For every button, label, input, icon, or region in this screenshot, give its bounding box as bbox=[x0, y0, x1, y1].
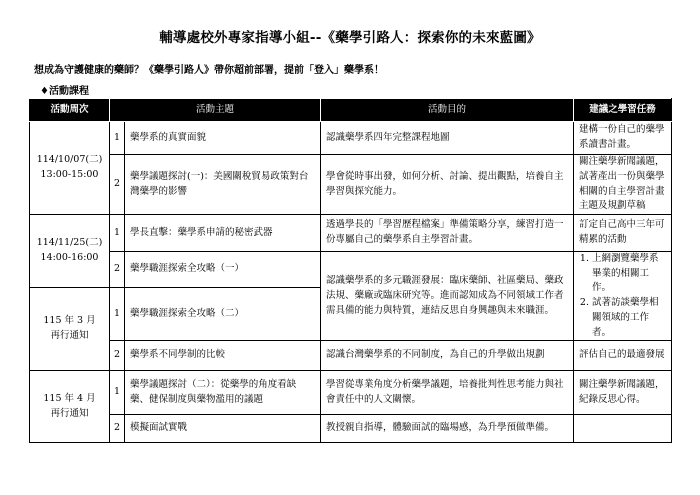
table-row bbox=[30, 341, 672, 371]
purpose-cell: 認識藥學系的多元職涯發展：臨床藥師、社區藥局、藥政法規、藥廠或臨床研究等。進而認知成為不同領域工作者需具備的能力與特質，連結反思自身興趣與未來職涯。 bbox=[321, 252, 574, 341]
row-number: 1 bbox=[110, 122, 125, 155]
row-number: 2 bbox=[110, 155, 125, 215]
date-line: 115 年 4 月 bbox=[43, 393, 96, 405]
date-cell bbox=[30, 371, 110, 443]
table-row bbox=[30, 155, 672, 215]
table-header-row bbox=[30, 99, 672, 122]
header-purpose: 活動目的 bbox=[321, 99, 574, 122]
time-line: 再行通知 bbox=[50, 330, 89, 342]
topic-cell: 模擬面試實戰 bbox=[125, 415, 321, 443]
task-cell: 關注藥學新聞議題，紀錄反思心得。 bbox=[574, 371, 672, 415]
time-line: 再行通知 bbox=[50, 407, 89, 419]
topic-cell: 藥學系不同學制的比較 bbox=[125, 341, 321, 371]
intro-text: 想成為守護健康的藥師？《藥學引路人》帶你超前部署，提前「登入」藥學系！ bbox=[34, 65, 384, 76]
row-number: 2 bbox=[110, 341, 125, 371]
date-cell bbox=[30, 288, 110, 371]
header-week: 活動周次 bbox=[30, 99, 110, 122]
row-number: 2 bbox=[110, 415, 125, 443]
time-line: 13:00-15:00 bbox=[40, 169, 99, 180]
topic-cell: 藥學議題探討(一)：美國關稅貿易政策對台灣藥學的影響 bbox=[125, 155, 321, 215]
task-cell bbox=[574, 252, 672, 341]
row-number: 1 bbox=[110, 371, 125, 415]
task-cell: 訂定自己高中三年可精累的活動 bbox=[574, 215, 672, 252]
section-label: ♦活動課程 bbox=[40, 86, 89, 97]
task-cell: 關注藥學新聞議題，試著產出一份與藥學相關的自主學習計畫主題及規劃草稿 bbox=[574, 155, 672, 215]
page-title: 輔導處校外專家指導小組--《藥學引路人：探索你的未來藍圖》 bbox=[159, 30, 541, 46]
purpose-cell: 認識藥學系四年完整課程地圖 bbox=[321, 122, 574, 155]
purpose-cell: 透過學長的「學習歷程檔案」準備策略分享，練習打造一份專屬自己的藥學系自主學習計畫。 bbox=[321, 215, 574, 252]
date-line: 115 年 3 月 bbox=[43, 315, 96, 327]
table-row bbox=[30, 252, 672, 288]
task-list-item: 2. 試著訪談藥學相關領域的工作者。 bbox=[592, 296, 666, 340]
header-task: 建議之學習任務 bbox=[574, 99, 672, 122]
topic-cell: 藥學職涯探索全攻略（一） bbox=[125, 252, 321, 288]
schedule-table bbox=[29, 98, 672, 443]
topic-cell: 藥學系的真實面貌 bbox=[125, 122, 321, 155]
task-cell bbox=[574, 415, 672, 443]
row-number: 1 bbox=[110, 288, 125, 341]
table-row bbox=[30, 415, 672, 443]
row-number: 1 bbox=[110, 215, 125, 252]
purpose-cell: 教授親自指導，體驗面試的臨場感，為升學預做準備。 bbox=[321, 415, 574, 443]
topic-cell: 藥學議題探討（二）：從藥學的角度看缺藥、健保制度與藥物濫用的議題 bbox=[125, 371, 321, 415]
date-line: 114/10/07(二) bbox=[36, 154, 103, 166]
table-row bbox=[30, 215, 672, 252]
task-list bbox=[579, 252, 666, 340]
task-cell: 建構一份自己的藥學系讀書計畫。 bbox=[574, 122, 672, 155]
task-list-item: 1. 上網瀏覽藥學系畢業的相關工作。 bbox=[592, 252, 666, 296]
date-cell bbox=[30, 122, 110, 215]
table-row bbox=[30, 371, 672, 415]
row-number: 2 bbox=[110, 252, 125, 288]
purpose-cell: 認識台灣藥學系的不同制度，為自己的升學做出規劃 bbox=[321, 341, 574, 371]
task-cell: 評估自己的最適發展 bbox=[574, 341, 672, 371]
time-line: 14:00-16:00 bbox=[40, 252, 99, 263]
topic-cell: 藥學職涯探索全攻略（二） bbox=[125, 288, 321, 341]
topic-cell: 學長直擊：藥學系申請的秘密武器 bbox=[125, 215, 321, 252]
purpose-cell: 學習從專業角度分析藥學議題，培養批判性思考能力與社會責任中的人文關懷。 bbox=[321, 371, 574, 415]
table-row bbox=[30, 122, 672, 155]
date-line: 114/11/25(二) bbox=[36, 237, 103, 249]
header-topic: 活動主題 bbox=[110, 99, 321, 122]
date-cell bbox=[30, 215, 110, 288]
purpose-cell: 學會從時事出發，如何分析、討論、提出觀點，培養自主學習與探究能力。 bbox=[321, 155, 574, 215]
